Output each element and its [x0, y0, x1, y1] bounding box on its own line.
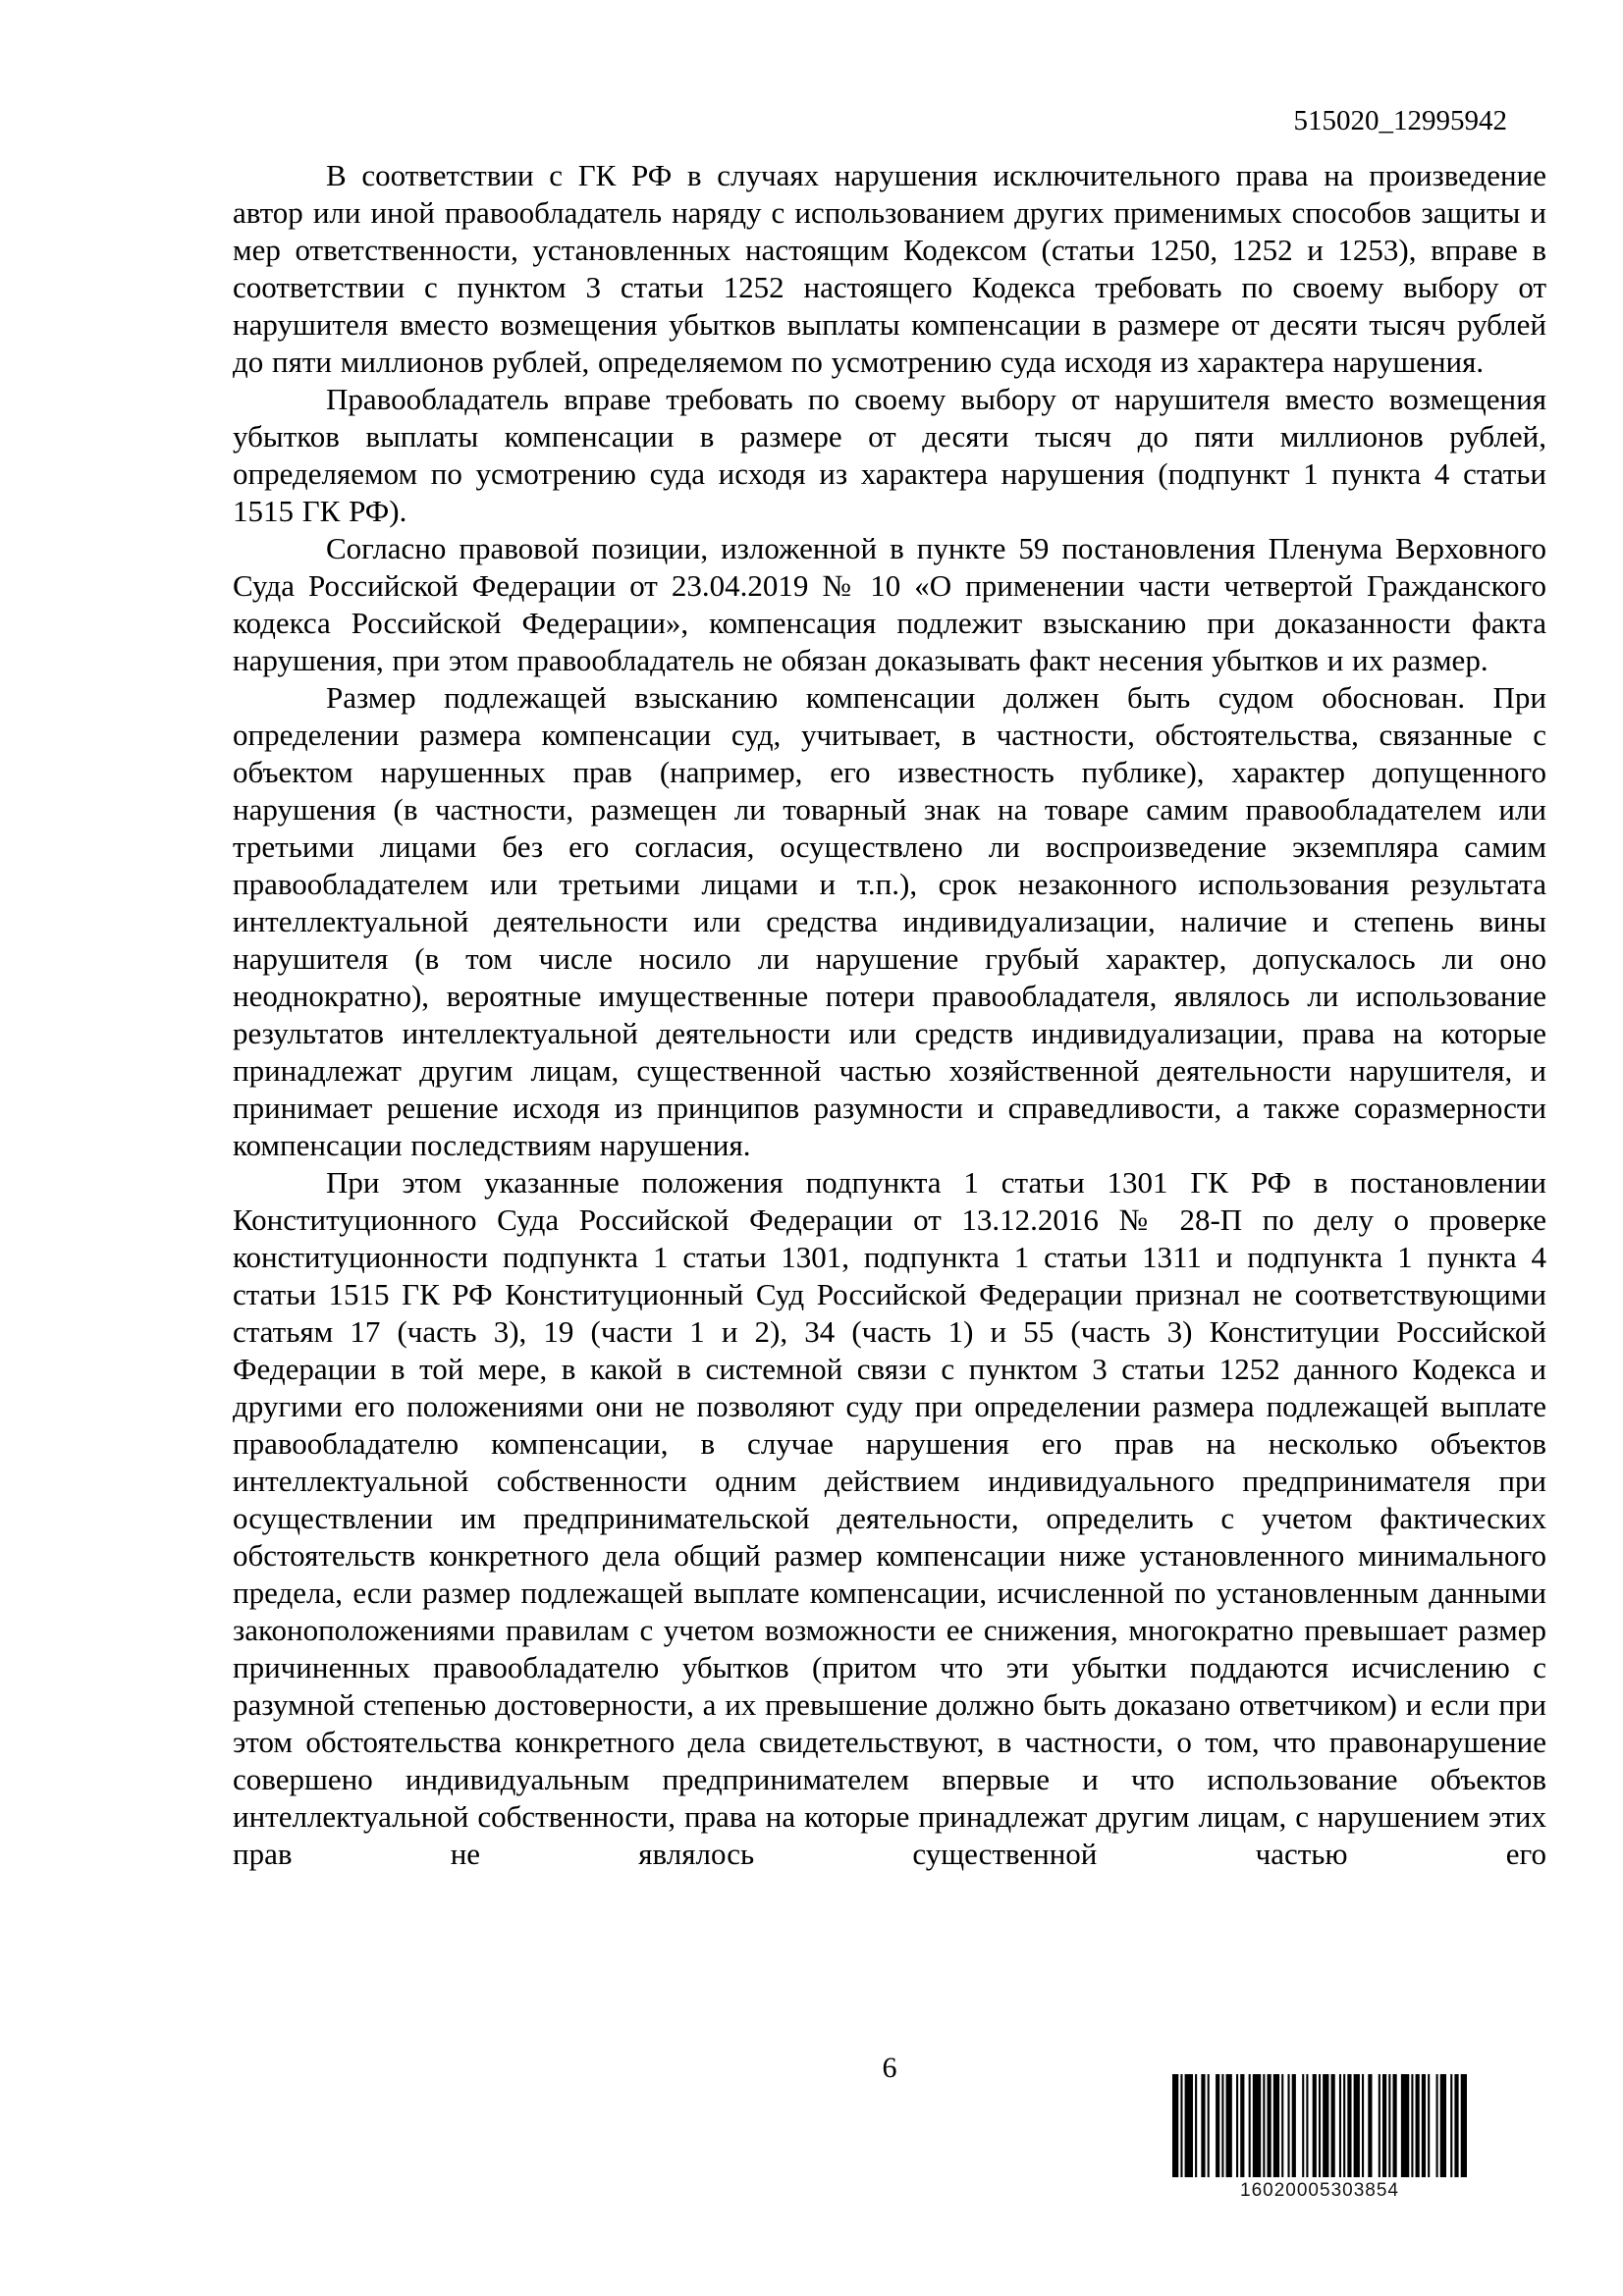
document-id: 515020_12995942 [1293, 105, 1507, 136]
paragraph-2: Правообладатель вправе требовать по своему выбору от нарушителя вместо возмещения убытков выплаты компенсации в размере от десяти тысяч до пяти миллионов рублей, определяемом по усмотрению суда исходя из характера нарушения (подпункт 1 пункта 4 статьи 1515 ГК РФ). [233, 382, 1546, 528]
paragraph-5: При этом указанные положения подпункта 1 статьи 1301 ГК РФ в постановлении Конституционного Суда Российской Федерации от 13.12.2016 № 28-П по делу о проверке конституционности подпункта 1 статьи 1301, подпункта 1 статьи 1311 и подпункта 1 пункта 4 статьи 1515 ГК РФ Конституционный Суд Российской Федерации признал не соответствующими статьям 17 (часть 3), 19 (части 1 и 2), 34 (часть 1) и 55 (часть 3) Конституции Российской Федерации в той мере, в какой в системной связи с пунктом 3 статьи 1252 данного Кодекса и другими его положениями они не позволяют суду при определении размера подлежащей выплате правообладателю компенсации, в случае нарушения его прав на несколько объектов интеллектуальной собственности одним действием индивидуального предпринимателя при осуществлении им предпринимательской деятельности, определить с учетом фактических обстоятельств конкретного дела общий размер компенсации ниже установленного минимального предела, если размер подлежащей выплате компенсации, исчисленной по установленным данными законоположениями правилам с учетом возможности ее снижения, многократно превышает размер причиненных правообладателю убытков (притом что эти убытки поддаются исчислению с разумной степенью достоверности, а их превышение должно быть доказано ответчиком) и если при этом обстоятельства конкретного дела свидетельствуют, в частности, о том, что правонарушение совершено индивидуальным предпринимателем впервые и что использование объектов интеллектуальной собственности, права на которые принадлежат другим лицам, с нарушением этих прав не являлось существенной частью его [233, 1165, 1546, 1871]
page-number: 6 [882, 2052, 897, 2084]
barcode-icon [1172, 2074, 1467, 2177]
barcode-block [1172, 2074, 1467, 2201]
body-paragraphs [233, 157, 1546, 1873]
paragraph-1: В соответствии с ГК РФ в случаях нарушения исключительного права на произведение автор или иной правообладатель наряду с использованием других применимых способов защиты и мер ответственности, установленных настоящим Кодексом (статьи 1250, 1252 и 1253), вправе в соответствии с пунктом 3 статьи 1252 настоящего Кодекса требовать по своему выбору от нарушителя вместо возмещения убытков выплаты компенсации в размере от десяти тысяч рублей до пяти миллионов рублей, определяемом по усмотрению суда исходя из характера нарушения. [233, 158, 1546, 379]
barcode-value: 16020005303854 [1240, 2180, 1399, 2201]
paragraph-4: Размер подлежащей взысканию компенсации должен быть судом обоснован. При определении размера компенсации суд, учитывает, в частности, обстоятельства, связанные с объектом нарушенных прав (например, его известность публике), характер допущенного нарушения (в частности, размещен ли товарный знак на товаре самим правообладателем или третьими лицами без его согласия, осуществлено ли воспроизведение экземпляра самим правообладателем или третьими лицами и т.п.), срок незаконного использования результата интеллектуальной деятельности или средства индивидуализации, наличие и степень вины нарушителя (в том числе носило ли нарушение грубый характер, допускалось ли оно неоднократно), вероятные имущественные потери правообладателя, являлось ли использование результатов интеллектуальной деятельности или средств индивидуализации, права на которые принадлежат другим лицам, существенной частью хозяйственной деятельности нарушителя, и принимает решение исходя из принципов разумности и справедливости, а также соразмерности компенсации последствиям нарушения. [233, 680, 1546, 1162]
paragraph-3: Согласно правовой позиции, изложенной в пункте 59 постановления Пленума Верховного Суда Российской Федерации от 23.04.2019 № 10 «О применении части четвертой Гражданского кодекса Российской Федерации», компенсация подлежит взысканию при доказанности факта нарушения, при этом правообладатель не обязан доказывать факт несения убытков и их размер. [233, 531, 1546, 677]
